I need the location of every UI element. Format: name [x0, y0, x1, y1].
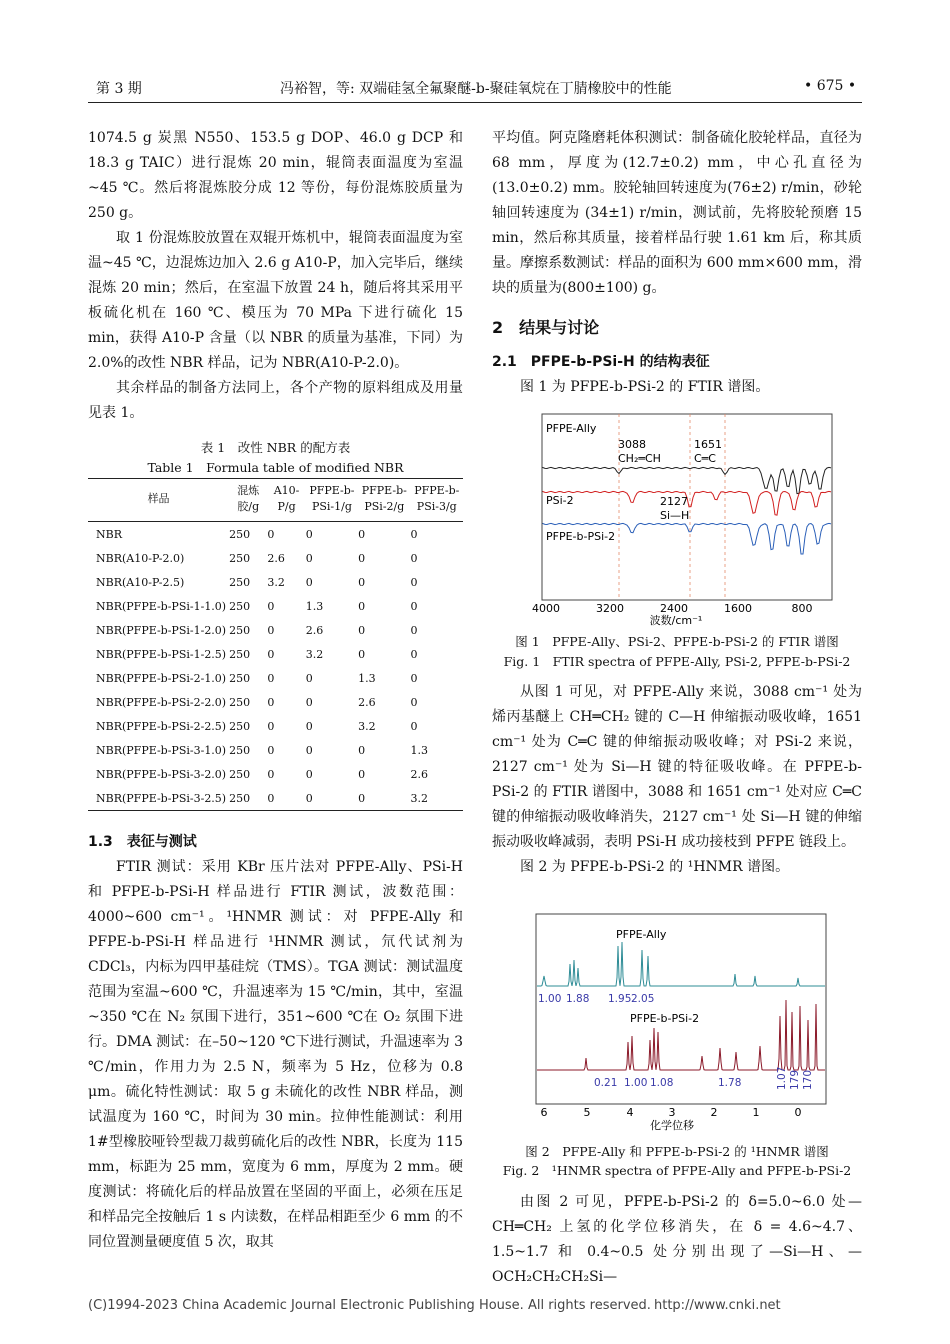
table-cell: NBR(PFPE-b-PSi-2-2.5)	[96, 719, 227, 733]
table-row	[88, 570, 463, 594]
table-cell: 2.6	[410, 767, 429, 781]
paragraph: 图 2 为 PFPE-b-PSi-2 的 ¹HNMR 谱图。	[520, 859, 790, 875]
integral-label: 1.78	[718, 1077, 742, 1089]
table-row	[88, 762, 463, 786]
x-tick: 0	[794, 1106, 802, 1119]
figure-1-caption-en: Fig. 1 FTIR spectra of PFPE-Ally, PSi-2, PFPE-b-PSi-2	[503, 654, 851, 669]
table-cell: 0	[305, 551, 313, 565]
figure-2-caption-en: Fig. 2 ¹HNMR spectra of PFPE-Ally and PFPE-b-PSi-2	[502, 1163, 852, 1178]
spectrum-pfpe-b-psi-2	[537, 1000, 825, 1070]
table-cell: 0	[267, 647, 275, 661]
table-cell: 0	[305, 695, 313, 709]
x-tick: 5	[583, 1106, 591, 1119]
table-cell: NBR(PFPE-b-PSi-3-1.0)	[96, 743, 227, 757]
cnki-url[interactable]: http://www.cnki.net	[654, 1298, 781, 1313]
paragraph: FTIR 测试：采用 KBr 压片法对 PFPE-Ally、PSi-H 和 PFPE-b-PSi-H 样品进行 FTIR 测试，波数范围：4000~600 cm⁻¹。¹HNMR 测试：对 PFPE-Ally 和 PFPE-b-PSi-H 样品进行 ¹HNMR 测试，氘代试剂为 CDCl₃，内标为四甲基硅烷（TMS）。TGA 测试：测试温度范围为室温~600 ℃，升温速率为 15 ℃/min，其中，室温~350 ℃在 N₂ 氛围下进行，351~600 ℃在 O₂ 氛围下进行。DMA 测试：在–50~120 ℃下进行测试，升温速率为 3 ℃/min，作用力为 2.5 N，频率为 5 Hz，位移为 0.8 μm。硫化特性测试：取 5 g 未硫化的改性 NBR 样品，测试温度为 160 ℃，时间为 30 min。拉伸性能测试：利用 1#型橡胶哑铃型裁刀裁剪硫化后的改性 NBR，长度为 115 mm，标距为 25 mm，宽度为 6 mm，厚度为 2 mm。硬度测试：将硫化后的样品放置在坚固的平面上，必须在压足和样品完全按触后 1 s 内读数，在样品相距至少 6 mm 的不同位置测量硬度值 5 次，取其	[88, 859, 463, 1250]
series-label: PFPE-Ally	[616, 928, 667, 941]
table-cell: NBR(PFPE-b-PSi-3-2.5)	[88, 786, 229, 811]
header-rule	[88, 102, 862, 103]
table-cell: 3.2	[305, 647, 324, 661]
paragraph: 取 1 份混炼胶放置在双辊开炼机中，辊筒表面温度为室温~45 ℃，边混炼边加入 2.6 g A10-P，加入完毕后，继续混炼 20 min；然后，在室温下放置 24 h，随后将其采用平板硫化机在 160 ℃、模压为 70 MPa 下进行硫化 15 min，获得 A10-P 含量（以 NBR 的质量为基准，下同）为 2.0%的改性 NBR 样品，记为 NBR(A10-P-2.0)。	[88, 230, 463, 371]
table-cell: 0	[358, 551, 366, 565]
table-cell: 3.2	[358, 719, 376, 733]
integral-label: 1.00	[538, 993, 562, 1005]
integral-label: 2.05	[631, 993, 655, 1005]
table-cell: 250	[229, 623, 251, 637]
x-tick: 1600	[724, 602, 752, 615]
table-cell: 0	[410, 671, 418, 685]
x-tick: 2	[710, 1106, 718, 1119]
left-column-bottom	[88, 830, 463, 1255]
table-cell: 3.2	[267, 575, 285, 589]
section-heading: 1.3 表征与测试	[88, 834, 197, 850]
table-header: PFPE-b-PSi-2/g	[361, 484, 407, 513]
table-header: 样品	[147, 492, 170, 505]
integral-label: 0.21	[594, 1077, 618, 1089]
issue-number: 第 3 期	[96, 81, 142, 97]
table-cell: 3.2	[411, 786, 463, 811]
annotation: Si—H	[660, 509, 690, 522]
annotation: C═C	[694, 452, 716, 465]
table-cell: 0	[267, 671, 275, 685]
table-cell: 0	[410, 647, 418, 661]
table-cell: 0	[358, 599, 366, 613]
table-cell: 250	[229, 527, 251, 541]
table-row	[88, 546, 463, 570]
table-cell: 0	[358, 527, 366, 541]
x-tick: 3	[668, 1106, 676, 1119]
table-cell: 250	[229, 719, 251, 733]
table-cell: 2.6	[267, 551, 285, 565]
table-header: PFPE-b-PSi-3/g	[414, 484, 460, 513]
x-tick: 6	[540, 1106, 548, 1119]
table-cell: 0	[410, 695, 418, 709]
integral-label: 179	[789, 1069, 801, 1090]
series-label: PSi-2	[546, 494, 574, 507]
table-cell: 0	[267, 786, 305, 811]
table-cell: 0	[410, 719, 418, 733]
figure-1-ftir	[526, 412, 836, 626]
table-cell: 1.3	[410, 743, 429, 757]
paragraph: 平均值。阿克隆磨耗体积测试：制备硫化胶轮样品，直径为 68 mm，厚度为(12.7±0.2) mm，中心孔直径为(13.0±0.2) mm。胶轮轴回转速度为(76±2) r/min，砂轮轴回转速度为 (34±1) r/min，测试前，先将胶轮预磨 15 min，然后称其质量，接着样品行驶 1.61 km 后，称其质量。摩擦系数测试：样品的面积为 600 mm×600 mm，滑块的质量为(800±100) g。	[492, 130, 862, 296]
table-cell: 0	[358, 623, 366, 637]
table-cell: 0	[410, 623, 418, 637]
table-header: PFPE-b-PSi-1/g	[309, 484, 355, 513]
series-label: PFPE-b-PSi-2	[630, 1012, 700, 1025]
table-cell: NBR(PFPE-b-PSi-1-2.5)	[96, 647, 227, 661]
table-cell: 0	[410, 551, 418, 565]
integral-label: 1.07	[776, 1066, 788, 1090]
x-axis-label: 化学位移	[650, 1119, 694, 1132]
table-cell: 0	[305, 575, 313, 589]
table-cell: 0	[267, 623, 275, 637]
formula-table	[88, 478, 463, 811]
section-heading: 2 结果与讨论	[492, 318, 600, 337]
spectrum-pfpe-ally	[537, 942, 825, 986]
table-row	[88, 642, 463, 666]
x-tick: 3200	[596, 602, 624, 615]
table-cell: NBR	[96, 527, 122, 541]
table-cell: 250	[229, 743, 251, 757]
table-cell: 250	[229, 551, 251, 565]
table-cell: 0	[267, 695, 275, 709]
x-tick: 4000	[532, 602, 560, 615]
table-cell: 250	[229, 695, 251, 709]
table-cell: 0	[267, 743, 275, 757]
table-row	[88, 690, 463, 714]
right-column-bottom	[492, 1190, 862, 1290]
integral-label: 1.00	[624, 1077, 648, 1089]
table-row	[88, 666, 463, 690]
x-tick: 4	[626, 1106, 634, 1119]
table-cell: 0	[358, 786, 410, 811]
left-column-top	[88, 126, 463, 426]
table-cell: 0	[305, 767, 313, 781]
table-row	[88, 714, 463, 738]
figure-2-hnmr	[530, 912, 830, 1132]
right-column-top	[492, 126, 862, 400]
copyright-footer: (C)1994-2023 China Academic Journal Electronic Publishing House. All rights reserved.	[88, 1298, 651, 1313]
table-row	[88, 522, 463, 547]
x-tick: 800	[791, 602, 813, 615]
paragraph: 1074.5 g 炭黑 N550、153.5 g DOP、46.0 g DCP 和 18.3 g TAIC）进行混炼 20 min，辊筒表面温度为室温~45 ℃。然后将混炼胶分成 12 等份，每份混炼胶质量为 250 g。	[88, 130, 463, 221]
series-label: PFPE-Ally	[546, 422, 597, 435]
table-caption-en: Table 1 Formula table of modified NBR	[147, 460, 404, 475]
annotation: CH₂═CH	[618, 452, 661, 465]
table-cell: 250	[229, 671, 251, 685]
spectrum-pfpe-ally	[543, 467, 831, 493]
table-cell: 250	[229, 575, 251, 589]
integral-label: 1.88	[566, 993, 590, 1005]
x-tick: 2400	[660, 602, 688, 615]
table-cell: 0	[305, 743, 313, 757]
table-cell: 2.6	[358, 695, 376, 709]
table-cell: NBR(PFPE-b-PSi-2-2.0)	[96, 695, 227, 709]
table-header: 混炼胶/g	[237, 484, 260, 513]
integral-label: 170	[802, 1069, 814, 1090]
paragraph: 从图 1 可见，对 PFPE-Ally 来说，3088 cm⁻¹ 处为烯丙基醚上 CH═CH₂ 键的 C—H 伸缩振动吸收峰，1651 cm⁻¹ 处为 C═C 键的伸缩振动吸收峰；对 PSi-2 来说，2127 cm⁻¹ 处为 Si—H 键的特征吸收峰。在 PFPE-b-PSi-2 的 FTIR 谱图中，3088 和 1651 cm⁻¹ 处对应 C═C 键的伸缩振动吸收峰消失，2127 cm⁻¹ 处 Si—H 键的伸缩振动吸收峰减弱，表明 PSi-H 成功接枝到 PFPE 链段上。	[492, 684, 862, 850]
right-column-mid	[492, 680, 862, 880]
table-cell: 1.3	[305, 599, 324, 613]
table-cell: 0	[410, 599, 418, 613]
table-row	[88, 618, 463, 642]
table-cell: 0	[267, 599, 275, 613]
table-header: A10-P/g	[273, 484, 300, 513]
integral-label: 1.95	[608, 993, 632, 1005]
paragraph: 由图 2 可见，PFPE-b-PSi-2 的 δ=5.0~6.0 处—CH═CH₂ 上氢的化学位移消失，在 δ = 4.6~4.7、1.5~1.7 和 0.4~0.5 处分别出现了—Si—H、—OCH₂CH₂CH₂Si—	[492, 1194, 862, 1285]
series-label: PFPE-b-PSi-2	[546, 530, 616, 543]
paragraph: 其余样品的制备方法同上，各个产物的原料组成及用量见表 1。	[88, 380, 463, 421]
integral-label: 1.08	[650, 1077, 674, 1089]
table-cell: NBR(PFPE-b-PSi-1-2.0)	[96, 623, 227, 637]
table-cell: 0	[410, 527, 418, 541]
figure-1-caption-cn: 图 1 PFPE-Ally、PSi-2、PFPE-b-PSi-2 的 FTIR 谱图	[515, 634, 839, 649]
table-cell: 0	[358, 743, 366, 757]
table-cell: 0	[358, 647, 366, 661]
table-cell: NBR(PFPE-b-PSi-2-1.0)	[96, 671, 227, 685]
x-tick: 1	[752, 1106, 760, 1119]
page-number: • 675 •	[804, 78, 857, 94]
figure-2-caption-cn: 图 2 PFPE-Ally 和 PFPE-b-PSi-2 的 ¹HNMR 谱图	[525, 1144, 829, 1159]
annotation: 2127	[660, 495, 688, 508]
table-cell: 0	[267, 719, 275, 733]
table-cell: 250	[229, 599, 251, 613]
table-cell: 0	[358, 575, 366, 589]
table-cell: NBR(A10-P-2.5)	[96, 575, 185, 589]
table-cell: 0	[267, 767, 275, 781]
table-cell: 0	[305, 671, 313, 685]
table-cell: 0	[305, 719, 313, 733]
table-cell: 0	[358, 767, 366, 781]
table-cell: 250	[229, 647, 251, 661]
subsection-heading: 2.1 PFPE-b-PSi-H 的结构表征	[492, 354, 710, 370]
table-cell: 0	[305, 527, 313, 541]
x-axis-label: 波数/cm⁻¹	[649, 614, 703, 626]
table-cell: NBR(A10-P-2.0)	[96, 551, 185, 565]
table-row	[88, 786, 463, 811]
table-cell: 2.6	[305, 623, 324, 637]
table-cell: 0	[410, 575, 418, 589]
table-row	[88, 594, 463, 618]
table-cell: 0	[306, 786, 358, 811]
table-cell: NBR(PFPE-b-PSi-1-1.0)	[96, 599, 227, 613]
table-cell: 250	[229, 767, 251, 781]
table-cell: 1.3	[358, 671, 376, 685]
table-cell: 250	[229, 786, 267, 811]
annotation: 3088	[618, 438, 646, 451]
running-title: 冯裕智，等: 双端硅氢全氟聚醚-b-聚硅氧烷在丁腈橡胶中的性能	[280, 81, 672, 97]
table-cell: NBR(PFPE-b-PSi-3-2.0)	[96, 767, 227, 781]
annotation: 1651	[694, 438, 722, 451]
paragraph: 图 1 为 PFPE-b-PSi-2 的 FTIR 谱图。	[520, 379, 770, 395]
table-caption-cn: 表 1 改性 NBR 的配方表	[200, 440, 351, 455]
table-row	[88, 738, 463, 762]
table-cell: 0	[267, 527, 275, 541]
